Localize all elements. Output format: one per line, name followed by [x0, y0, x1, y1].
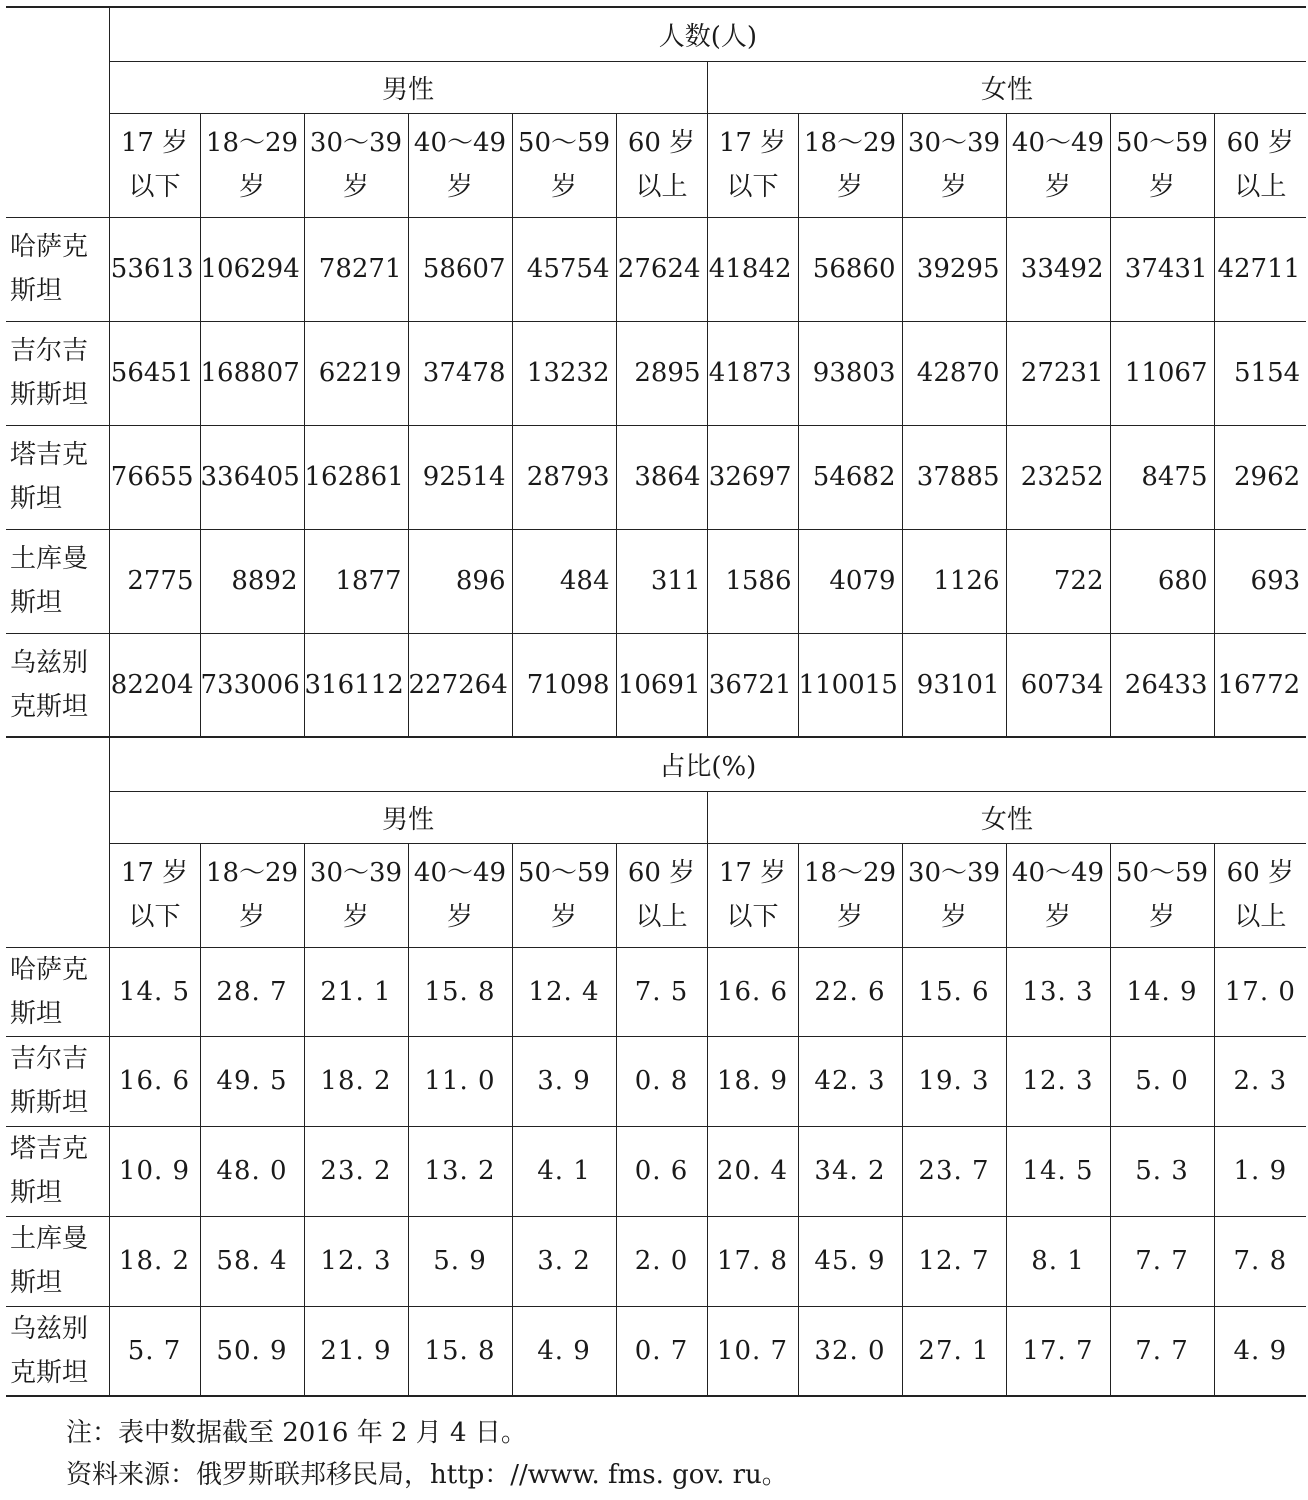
age-group-header: 17 岁 以下 [707, 843, 798, 947]
age-group-header: 40～49 岁 [408, 843, 512, 947]
count-cell: 168807 [200, 321, 304, 425]
age-group-header: 18～29 岁 [798, 113, 902, 217]
table-row [6, 425, 1306, 529]
percent-cell: 4. 9 [512, 1306, 616, 1396]
percent-cell: 1. 9 [1214, 1126, 1306, 1216]
percent-cell: 58. 4 [200, 1216, 304, 1306]
count-cell: 484 [512, 529, 616, 633]
count-cell: 693 [1214, 529, 1306, 633]
percent-cell: 12. 4 [512, 947, 616, 1036]
percent-cell: 5. 0 [1110, 1036, 1214, 1126]
count-cell: 1126 [902, 529, 1006, 633]
female-header: 女性 [707, 61, 1306, 113]
count-cell: 722 [1006, 529, 1110, 633]
age-group-header: 17 岁 以下 [707, 113, 798, 217]
percent-cell: 0. 7 [616, 1306, 707, 1396]
count-cell: 8475 [1110, 425, 1214, 529]
count-cell: 41842 [707, 217, 798, 321]
country-label: 塔吉克 斯坦 [6, 1126, 109, 1216]
country-label: 吉尔吉 斯斯坦 [6, 1036, 109, 1126]
percent-cell: 19. 3 [902, 1036, 1006, 1126]
count-cell: 28793 [512, 425, 616, 529]
percent-cell: 5. 7 [109, 1306, 200, 1396]
count-cell: 33492 [1006, 217, 1110, 321]
count-cell: 316112 [304, 633, 408, 737]
age-group-header: 40～49 岁 [1006, 113, 1110, 217]
age-group-header: 18～29 岁 [798, 843, 902, 947]
count-cell: 3864 [616, 425, 707, 529]
count-cell: 27624 [616, 217, 707, 321]
age-group-header: 17 岁 以下 [109, 113, 200, 217]
corner-cell [6, 737, 109, 947]
age-group-header: 30～39 岁 [304, 113, 408, 217]
count-cell: 39295 [902, 217, 1006, 321]
table-row [6, 1036, 1306, 1126]
count-cell: 680 [1110, 529, 1214, 633]
age-group-header: 18～29 岁 [200, 843, 304, 947]
table-row [6, 1306, 1306, 1396]
percent-cell: 15. 8 [408, 1306, 512, 1396]
count-cell: 56451 [109, 321, 200, 425]
table-row [6, 217, 1306, 321]
count-cell: 36721 [707, 633, 798, 737]
percent-cell: 3. 2 [512, 1216, 616, 1306]
count-cell: 26433 [1110, 633, 1214, 737]
count-cell: 1877 [304, 529, 408, 633]
note-text: 注：表中数据截至 2016 年 2 月 4 日。 [66, 1418, 527, 1448]
percent-cell: 12. 3 [304, 1216, 408, 1306]
count-cell: 110015 [798, 633, 902, 737]
percent-cell: 23. 7 [902, 1126, 1006, 1216]
count-cell: 45754 [512, 217, 616, 321]
age-group-header: 40～49 岁 [408, 113, 512, 217]
age-group-header: 60 岁 以上 [1214, 843, 1306, 947]
percent-cell: 11. 0 [408, 1036, 512, 1126]
country-label: 土库曼 斯坦 [6, 529, 109, 633]
male-header: 男性 [109, 61, 707, 113]
percent-cell: 13. 3 [1006, 947, 1110, 1036]
count-cell: 2962 [1214, 425, 1306, 529]
count-cell: 93101 [902, 633, 1006, 737]
percent-cell: 10. 7 [707, 1306, 798, 1396]
percent-cell: 14. 5 [109, 947, 200, 1036]
percent-cell: 42. 3 [798, 1036, 902, 1126]
country-label: 土库曼 斯坦 [6, 1216, 109, 1306]
percent-cell: 45. 9 [798, 1216, 902, 1306]
count-cell: 336405 [200, 425, 304, 529]
table-row [6, 529, 1306, 633]
count-cell: 62219 [304, 321, 408, 425]
percent-cell: 14. 5 [1006, 1126, 1110, 1216]
country-label: 哈萨克 斯坦 [6, 217, 109, 321]
age-group-header: 17 岁 以下 [109, 843, 200, 947]
count-cell: 5154 [1214, 321, 1306, 425]
count-cell: 23252 [1006, 425, 1110, 529]
count-cell: 733006 [200, 633, 304, 737]
age-group-header: 30～39 岁 [902, 113, 1006, 217]
percent-cell: 2. 0 [616, 1216, 707, 1306]
count-cell: 8892 [200, 529, 304, 633]
female-header: 女性 [707, 791, 1306, 843]
count-cell: 42711 [1214, 217, 1306, 321]
table-row [6, 1126, 1306, 1216]
age-group-header: 40～49 岁 [1006, 843, 1110, 947]
count-cell: 76655 [109, 425, 200, 529]
country-label: 吉尔吉 斯斯坦 [6, 321, 109, 425]
percent-cell: 16. 6 [707, 947, 798, 1036]
percent-cell: 21. 9 [304, 1306, 408, 1396]
percent-cell: 0. 8 [616, 1036, 707, 1126]
percent-cell: 28. 7 [200, 947, 304, 1036]
percent-cell: 21. 1 [304, 947, 408, 1036]
percent-cell: 10. 9 [109, 1126, 200, 1216]
count-cell: 162861 [304, 425, 408, 529]
count-cell: 53613 [109, 217, 200, 321]
age-group-header: 30～39 岁 [304, 843, 408, 947]
age-group-header: 60 岁 以上 [616, 843, 707, 947]
section-title: 人数(人) [109, 7, 1306, 61]
percent-cell: 32. 0 [798, 1306, 902, 1396]
percent-cell: 17. 0 [1214, 947, 1306, 1036]
percent-cell: 18. 9 [707, 1036, 798, 1126]
count-cell: 42870 [902, 321, 1006, 425]
percent-cell: 7. 7 [1110, 1216, 1214, 1306]
country-label: 哈萨克 斯坦 [6, 947, 109, 1036]
count-cell: 37885 [902, 425, 1006, 529]
count-cell: 37431 [1110, 217, 1214, 321]
table-notes [66, 1412, 788, 1496]
count-cell: 58607 [408, 217, 512, 321]
percent-cell: 14. 9 [1110, 947, 1214, 1036]
percent-cell: 5. 3 [1110, 1126, 1214, 1216]
percent-cell: 20. 4 [707, 1126, 798, 1216]
count-cell: 27231 [1006, 321, 1110, 425]
percent-cell: 3. 9 [512, 1036, 616, 1126]
percent-cell: 15. 6 [902, 947, 1006, 1036]
age-group-header: 60 岁 以上 [1214, 113, 1306, 217]
section-title: 占比(%) [109, 737, 1306, 791]
percent-cell: 15. 8 [408, 947, 512, 1036]
count-cell: 10691 [616, 633, 707, 737]
percent-cell: 8. 1 [1006, 1216, 1110, 1306]
percent-cell: 12. 3 [1006, 1036, 1110, 1126]
percent-cell: 12. 7 [902, 1216, 1006, 1306]
count-cell: 32697 [707, 425, 798, 529]
percent-cell: 0. 6 [616, 1126, 707, 1216]
count-cell: 227264 [408, 633, 512, 737]
percent-cell: 5. 9 [408, 1216, 512, 1306]
table-row [6, 633, 1306, 737]
age-group-header: 50～59 岁 [1110, 113, 1214, 217]
percent-cell: 50. 9 [200, 1306, 304, 1396]
count-cell: 71098 [512, 633, 616, 737]
male-header: 男性 [109, 791, 707, 843]
count-cell: 2775 [109, 529, 200, 633]
percent-cell: 48. 0 [200, 1126, 304, 1216]
count-cell: 11067 [1110, 321, 1214, 425]
age-group-header: 18～29 岁 [200, 113, 304, 217]
migration-table [6, 6, 1306, 1397]
age-group-header: 50～59 岁 [1110, 843, 1214, 947]
age-group-header: 30～39 岁 [902, 843, 1006, 947]
country-label: 乌兹别 克斯坦 [6, 633, 109, 737]
percent-cell: 7. 5 [616, 947, 707, 1036]
age-group-header: 60 岁 以上 [616, 113, 707, 217]
table-row [6, 947, 1306, 1036]
percent-cell: 4. 9 [1214, 1306, 1306, 1396]
count-cell: 54682 [798, 425, 902, 529]
percent-cell: 7. 7 [1110, 1306, 1214, 1396]
percent-cell: 27. 1 [902, 1306, 1006, 1396]
percent-cell: 16. 6 [109, 1036, 200, 1126]
percent-cell: 18. 2 [304, 1036, 408, 1126]
percent-cell: 7. 8 [1214, 1216, 1306, 1306]
count-cell: 13232 [512, 321, 616, 425]
percent-cell: 18. 2 [109, 1216, 200, 1306]
count-cell: 56860 [798, 217, 902, 321]
percent-cell: 2. 3 [1214, 1036, 1306, 1126]
count-cell: 93803 [798, 321, 902, 425]
percent-cell: 17. 7 [1006, 1306, 1110, 1396]
count-cell: 4079 [798, 529, 902, 633]
percent-cell: 49. 5 [200, 1036, 304, 1126]
source-text: 资料来源：俄罗斯联邦移民局，http：//www. fms. gov. ru。 [66, 1460, 788, 1490]
count-cell: 1586 [707, 529, 798, 633]
country-label: 塔吉克 斯坦 [6, 425, 109, 529]
age-group-header: 50～59 岁 [512, 843, 616, 947]
count-cell: 78271 [304, 217, 408, 321]
percent-cell: 17. 8 [707, 1216, 798, 1306]
count-cell: 311 [616, 529, 707, 633]
count-cell: 82204 [109, 633, 200, 737]
count-cell: 37478 [408, 321, 512, 425]
country-label: 乌兹别 克斯坦 [6, 1306, 109, 1396]
percent-cell: 23. 2 [304, 1126, 408, 1216]
table-row [6, 321, 1306, 425]
count-cell: 106294 [200, 217, 304, 321]
count-cell: 896 [408, 529, 512, 633]
percent-cell: 22. 6 [798, 947, 902, 1036]
count-cell: 60734 [1006, 633, 1110, 737]
count-cell: 2895 [616, 321, 707, 425]
count-cell: 16772 [1214, 633, 1306, 737]
corner-cell [6, 7, 109, 217]
percent-cell: 4. 1 [512, 1126, 616, 1216]
table-row [6, 1216, 1306, 1306]
percent-cell: 34. 2 [798, 1126, 902, 1216]
age-group-header: 50～59 岁 [512, 113, 616, 217]
count-cell: 41873 [707, 321, 798, 425]
count-cell: 92514 [408, 425, 512, 529]
percent-cell: 13. 2 [408, 1126, 512, 1216]
